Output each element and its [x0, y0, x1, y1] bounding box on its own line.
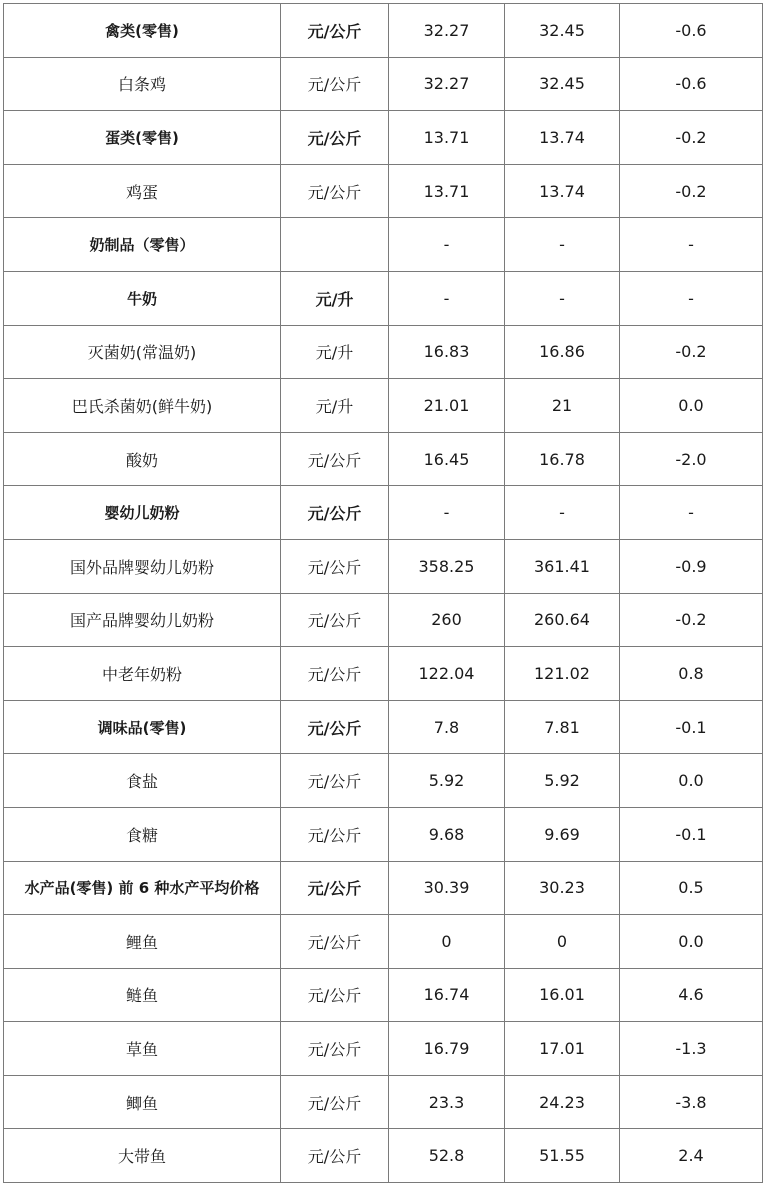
product-name-cell: 食盐 [4, 754, 281, 808]
table-row [4, 968, 763, 1022]
current-price-cell: 23.3 [389, 1075, 505, 1129]
change-percent-cell: - [620, 271, 763, 325]
unit-cell: 元/公斤 [281, 1129, 389, 1183]
previous-price-cell: 0 [505, 915, 620, 969]
previous-price-cell: 13.74 [505, 111, 620, 165]
table-row [4, 486, 763, 540]
change-percent-cell: -3.8 [620, 1075, 763, 1129]
change-percent-cell: -1.3 [620, 1022, 763, 1076]
change-percent-cell: 0.0 [620, 754, 763, 808]
current-price-cell: 9.68 [389, 807, 505, 861]
current-price-cell: - [389, 218, 505, 272]
price-table [3, 3, 763, 1183]
product-name-cell: 禽类(零售) [4, 4, 281, 58]
change-percent-cell: 4.6 [620, 968, 763, 1022]
current-price-cell: 122.04 [389, 647, 505, 701]
product-name-cell: 婴幼儿奶粉 [4, 486, 281, 540]
product-name-cell: 奶制品（零售） [4, 218, 281, 272]
product-name-cell: 国产品牌婴幼儿奶粉 [4, 593, 281, 647]
previous-price-cell: 16.01 [505, 968, 620, 1022]
price-table-body [4, 4, 763, 1183]
unit-cell: 元/升 [281, 271, 389, 325]
product-name-cell: 鲫鱼 [4, 1075, 281, 1129]
product-name-cell: 鲢鱼 [4, 968, 281, 1022]
unit-cell: 元/公斤 [281, 915, 389, 969]
product-name-cell: 调味品(零售) [4, 700, 281, 754]
current-price-cell: 16.45 [389, 432, 505, 486]
change-percent-cell: 2.4 [620, 1129, 763, 1183]
table-row [4, 164, 763, 218]
current-price-cell: 32.27 [389, 57, 505, 111]
previous-price-cell: 361.41 [505, 539, 620, 593]
table-row [4, 861, 763, 915]
table-row [4, 915, 763, 969]
change-percent-cell: -0.9 [620, 539, 763, 593]
current-price-cell: 21.01 [389, 379, 505, 433]
previous-price-cell: 16.86 [505, 325, 620, 379]
table-row [4, 1129, 763, 1183]
previous-price-cell: 21 [505, 379, 620, 433]
unit-cell: 元/公斤 [281, 1022, 389, 1076]
product-name-cell: 白条鸡 [4, 57, 281, 111]
change-percent-cell: 0.0 [620, 915, 763, 969]
previous-price-cell: - [505, 218, 620, 272]
current-price-cell: 16.74 [389, 968, 505, 1022]
previous-price-cell: - [505, 486, 620, 540]
product-name-cell: 鸡蛋 [4, 164, 281, 218]
previous-price-cell: 16.78 [505, 432, 620, 486]
product-name-cell: 国外品牌婴幼儿奶粉 [4, 539, 281, 593]
change-percent-cell: - [620, 218, 763, 272]
change-percent-cell: -0.6 [620, 4, 763, 58]
change-percent-cell: -0.2 [620, 325, 763, 379]
unit-cell: 元/公斤 [281, 968, 389, 1022]
previous-price-cell: 17.01 [505, 1022, 620, 1076]
previous-price-cell: 32.45 [505, 57, 620, 111]
product-name-cell: 水产品(零售) 前 6 种水产平均价格 [4, 861, 281, 915]
table-row [4, 271, 763, 325]
current-price-cell: 358.25 [389, 539, 505, 593]
product-name-cell: 灭菌奶(常温奶) [4, 325, 281, 379]
unit-cell: 元/公斤 [281, 700, 389, 754]
unit-cell: 元/公斤 [281, 486, 389, 540]
current-price-cell: 260 [389, 593, 505, 647]
current-price-cell: 16.79 [389, 1022, 505, 1076]
previous-price-cell: 13.74 [505, 164, 620, 218]
current-price-cell: - [389, 486, 505, 540]
table-row [4, 700, 763, 754]
unit-cell: 元/公斤 [281, 593, 389, 647]
unit-cell: 元/公斤 [281, 57, 389, 111]
previous-price-cell: 24.23 [505, 1075, 620, 1129]
change-percent-cell: -2.0 [620, 432, 763, 486]
unit-cell: 元/公斤 [281, 111, 389, 165]
current-price-cell: - [389, 271, 505, 325]
current-price-cell: 32.27 [389, 4, 505, 58]
product-name-cell: 中老年奶粉 [4, 647, 281, 701]
current-price-cell: 7.8 [389, 700, 505, 754]
table-row [4, 4, 763, 58]
unit-cell: 元/公斤 [281, 4, 389, 58]
change-percent-cell: -0.2 [620, 111, 763, 165]
previous-price-cell: - [505, 271, 620, 325]
product-name-cell: 大带鱼 [4, 1129, 281, 1183]
table-row [4, 432, 763, 486]
product-name-cell: 巴氏杀菌奶(鲜牛奶) [4, 379, 281, 433]
previous-price-cell: 51.55 [505, 1129, 620, 1183]
product-name-cell: 鲤鱼 [4, 915, 281, 969]
current-price-cell: 0 [389, 915, 505, 969]
product-name-cell: 酸奶 [4, 432, 281, 486]
previous-price-cell: 30.23 [505, 861, 620, 915]
previous-price-cell: 121.02 [505, 647, 620, 701]
previous-price-cell: 7.81 [505, 700, 620, 754]
current-price-cell: 13.71 [389, 111, 505, 165]
unit-cell [281, 218, 389, 272]
table-row [4, 111, 763, 165]
change-percent-cell: - [620, 486, 763, 540]
unit-cell: 元/升 [281, 325, 389, 379]
change-percent-cell: -0.2 [620, 593, 763, 647]
unit-cell: 元/公斤 [281, 164, 389, 218]
product-name-cell: 蛋类(零售) [4, 111, 281, 165]
unit-cell: 元/公斤 [281, 647, 389, 701]
unit-cell: 元/公斤 [281, 861, 389, 915]
table-row [4, 1075, 763, 1129]
table-row [4, 539, 763, 593]
table-row [4, 379, 763, 433]
change-percent-cell: 0.8 [620, 647, 763, 701]
current-price-cell: 16.83 [389, 325, 505, 379]
unit-cell: 元/公斤 [281, 432, 389, 486]
table-row [4, 593, 763, 647]
table-row [4, 57, 763, 111]
previous-price-cell: 32.45 [505, 4, 620, 58]
current-price-cell: 52.8 [389, 1129, 505, 1183]
table-row [4, 754, 763, 808]
product-name-cell: 草鱼 [4, 1022, 281, 1076]
change-percent-cell: -0.1 [620, 700, 763, 754]
table-row [4, 647, 763, 701]
previous-price-cell: 9.69 [505, 807, 620, 861]
product-name-cell: 牛奶 [4, 271, 281, 325]
change-percent-cell: -0.6 [620, 57, 763, 111]
unit-cell: 元/公斤 [281, 754, 389, 808]
product-name-cell: 食糖 [4, 807, 281, 861]
unit-cell: 元/公斤 [281, 539, 389, 593]
unit-cell: 元/公斤 [281, 1075, 389, 1129]
current-price-cell: 13.71 [389, 164, 505, 218]
current-price-cell: 30.39 [389, 861, 505, 915]
table-row [4, 325, 763, 379]
change-percent-cell: 0.0 [620, 379, 763, 433]
table-row [4, 807, 763, 861]
unit-cell: 元/升 [281, 379, 389, 433]
previous-price-cell: 5.92 [505, 754, 620, 808]
change-percent-cell: -0.2 [620, 164, 763, 218]
change-percent-cell: 0.5 [620, 861, 763, 915]
current-price-cell: 5.92 [389, 754, 505, 808]
table-row [4, 1022, 763, 1076]
unit-cell: 元/公斤 [281, 807, 389, 861]
change-percent-cell: -0.1 [620, 807, 763, 861]
table-row [4, 218, 763, 272]
previous-price-cell: 260.64 [505, 593, 620, 647]
